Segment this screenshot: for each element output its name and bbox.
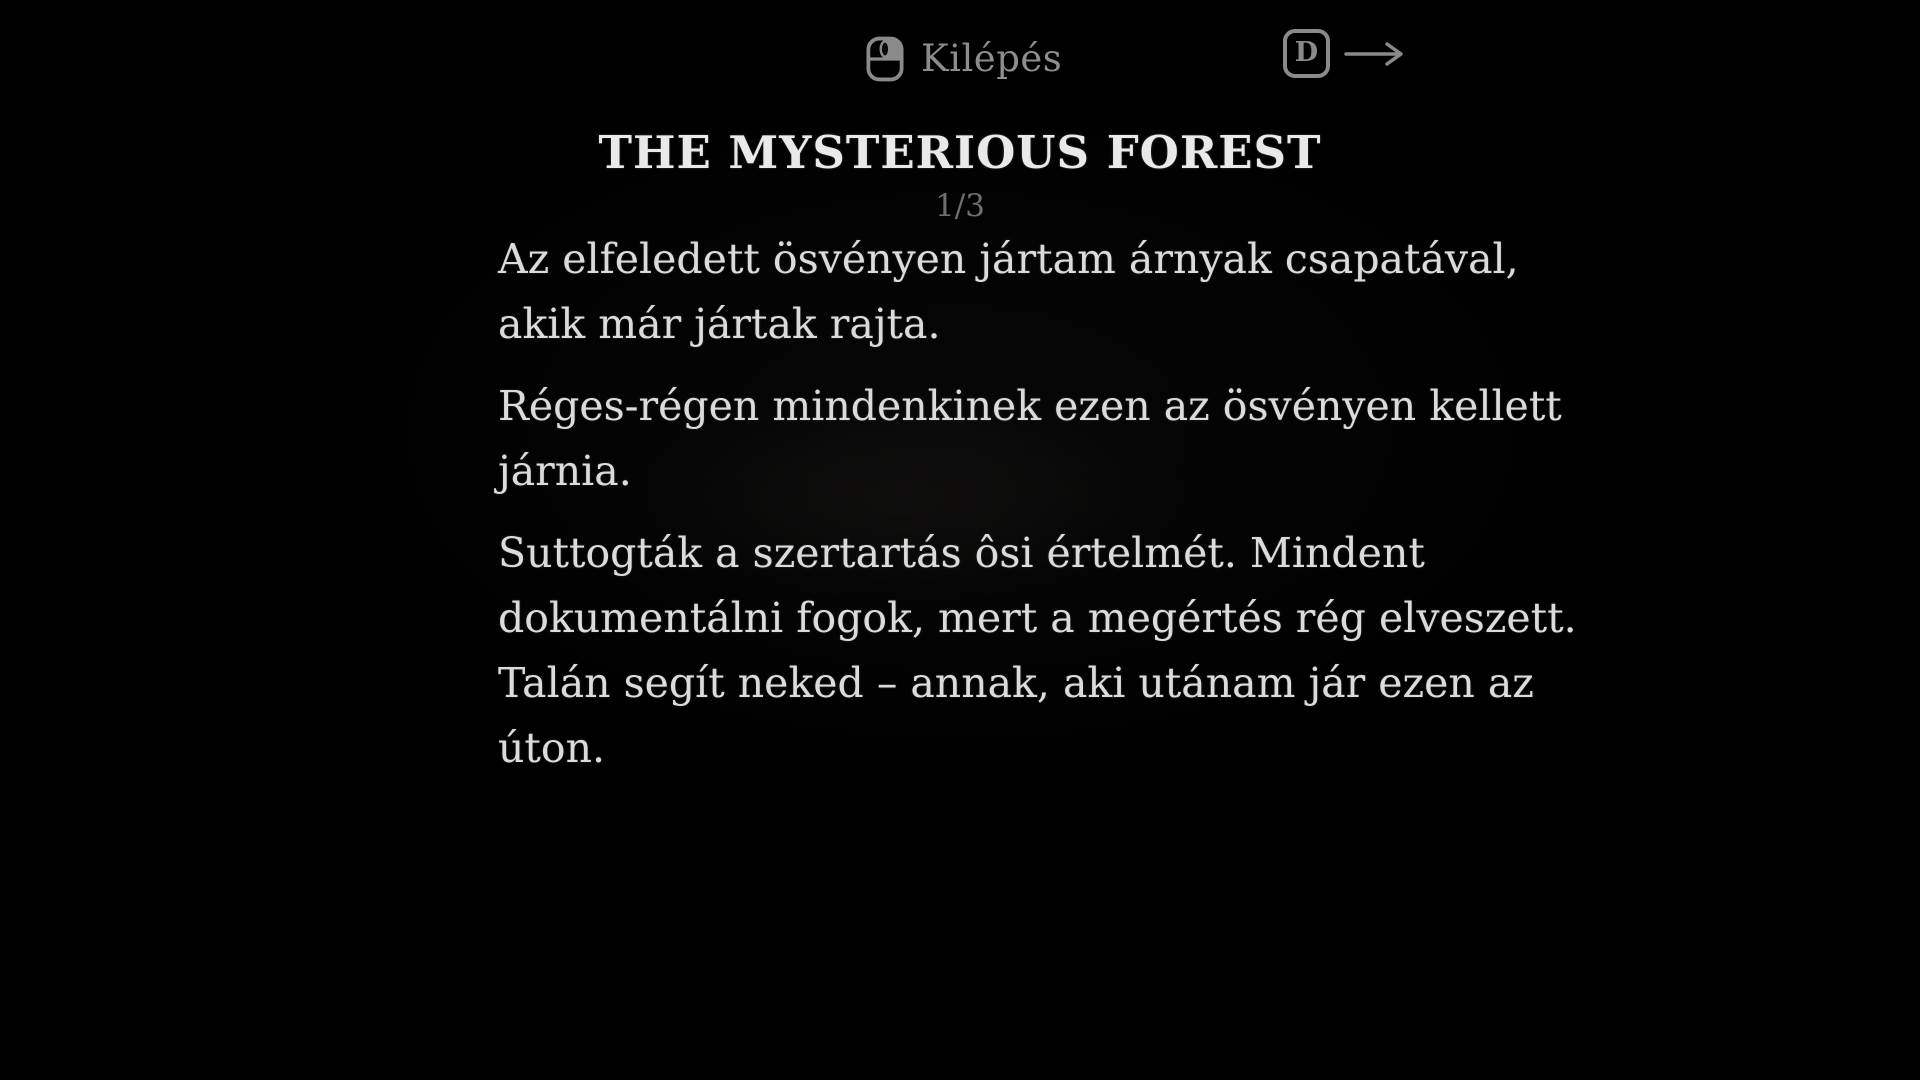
story-paragraph [498, 521, 1577, 781]
exit-hint[interactable] [866, 34, 1062, 84]
keyboard-key-d-icon [1283, 29, 1330, 78]
story-line: Talán segít neked – annak, aki utánam jár ezen az [498, 659, 1534, 707]
story-text [498, 227, 1577, 798]
story-paragraph [498, 374, 1562, 504]
story-title: THE MYSTERIOUS FOREST [598, 126, 1322, 179]
story-line: járnia. [498, 447, 632, 495]
story-paragraph [498, 227, 1519, 357]
story-line: Suttogták a szertartás ôsi értelmét. Mindent [498, 529, 1425, 577]
next-page-hint[interactable] [1283, 29, 1406, 78]
story-line: Réges-régen mindenkinek ezen az ösvényen kellett [498, 382, 1562, 430]
story-line: úton. [498, 724, 606, 772]
mouse-right-click-icon [866, 36, 904, 82]
keycap-letter: D [1294, 37, 1319, 68]
story-line: Az elfeledett ösvényen jártam árnyak csapatával, [498, 235, 1519, 283]
page-indicator: 1/3 [935, 188, 985, 224]
exit-hint-label: Kilépés [921, 37, 1063, 80]
story-line: dokumentálni fogok, mert a megértés rég elveszett. [498, 594, 1577, 642]
story-line: akik már jártak rajta. [498, 300, 941, 348]
arrow-right-icon [1344, 40, 1406, 68]
